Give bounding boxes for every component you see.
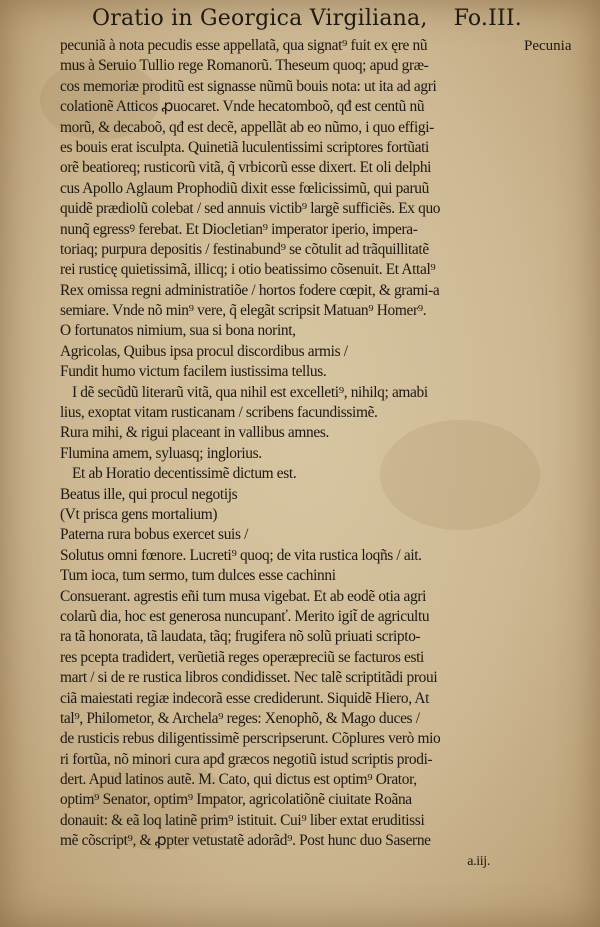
- text-line: quidẽ prædiolũ colebat / sed annuis victib⁹ largẽ sufficiẽs. Ex quo: [60, 200, 441, 218]
- text-line: Et ab Horatio decentissimẽ dictum est.: [72, 465, 297, 483]
- text-line: morũ, & decaboõ, qđ est decẽ, appellãt ab eo nũmo, i quo effigi-: [60, 118, 434, 136]
- text-line: mẽ cõscript⁹, & ꝓpter vetustatẽ adorãd⁹. Post hunc duo Saserne: [60, 832, 431, 850]
- text-line: colationẽ Atticos ꝓuocaret. Vnde hecatomboõ, qđ est centũ nũ: [60, 98, 425, 116]
- text-line: colarũ dia, hoc est generosa nuncupanť. Merito igit̃ de agricultu: [60, 607, 430, 625]
- page-title: Oratio in Georgica Virgiliana,: [92, 6, 428, 31]
- text-line: semiare. Vnde nõ min⁹ vere, q̃ elegãt scripsit Matuan⁹ Homer⁹.: [60, 302, 427, 320]
- text-line: pecuniã à nota pecudis esse appellatã, qua signat⁹ fuit ex ęre nũ: [60, 37, 428, 54]
- text-line: Solutus omni fœnore. Lucreti⁹ quoq; de vita rustica loqñs / ait.: [60, 546, 422, 564]
- text-line: res pcepta tradidert, verũetiã reges operæpreciũ se facturos esti: [60, 648, 424, 666]
- text-line: donauit: & eã loq latinẽ prim⁹ istituit. Cui⁹ liber extat eruditissi: [60, 811, 425, 829]
- running-header: [92, 6, 522, 36]
- text-line: tal⁹, Philometor, & Archela⁹ reges: Xenophõ, & Mago duces /: [60, 709, 420, 727]
- text-line: de rusticis rebus diligentissimẽ perscripserunt. Cõplures verò mio: [60, 730, 441, 748]
- verse-line: Beatus ille, qui procul negotijs: [60, 485, 238, 503]
- verse-line: Paterna rura bobus exercet suis /: [60, 526, 249, 544]
- text-line: mus à Seruio Tullio rege Romanorũ. Theseum quoq; apud græ-: [60, 57, 429, 75]
- text-line: Consuerant. agrestis eñi tum musa vigebat. Et ab eodẽ otia agri: [60, 587, 427, 605]
- text-line: toriaq; purpura depositis / festinabund⁹ se cõtulit ad trãquillitatẽ: [60, 240, 429, 258]
- text-line: optim⁹ Senator, optim⁹ Impator, agricolatiõnẽ ciuitate Roãna: [60, 791, 412, 809]
- folio-number: Fo.III.: [453, 6, 522, 31]
- text-line: nunq̃ egressꝰ ferebat. Et Diocletian⁹ imperator iperio, impera-: [60, 220, 418, 238]
- verse-line: O fortunatos nimium, sua si bona norint,: [60, 322, 296, 340]
- text-line: lius, exoptat vitam rusticanam / scribens facundissimẽ.: [60, 404, 378, 422]
- text-block: [60, 36, 520, 872]
- verse-line: Agricolas, Quibus ipsa procul discordibus armis /: [60, 342, 348, 360]
- verse-line: Flumina amem, syluasq; inglorius.: [60, 444, 262, 462]
- signature-mark: a.iij.: [467, 853, 490, 869]
- verse-line: Rura mihi, & rigui placeant in vallibus amnes.: [60, 424, 329, 442]
- text-line: cos memoriæ proditũ est signasse nũmũ bouis nota: ut ita ad agri: [60, 77, 437, 95]
- marginal-note: Pecunia: [524, 38, 572, 54]
- verse-line: (Vt prisca gens mortalium): [60, 505, 218, 523]
- text-line: orẽ beatioreq; rusticorũ vitã, q̃ vrbicorũ esse dixert. Et oli delphi: [60, 159, 432, 177]
- text-line: mart / si de re rustica libros condidisset. Nec talẽ scriptitãdi proui: [60, 669, 438, 687]
- text-line: rei rusticę quietissimã, illicq; i otio beatissimo cõsenuit. Et Attal⁹: [60, 261, 436, 279]
- text-line: ra tã honorata, tã laudata, tãq; frugifera nõ solũ priuati scripto-: [60, 628, 421, 646]
- text-line: I dẽ secũdũ literarũ vitã, qua nihil est excelleti⁹, nihilq; amabi: [72, 383, 428, 401]
- verse-line: Tum ioca, tum sermo, tum dulces esse cachinni: [60, 567, 336, 585]
- text-line: Rex omissa regni administratiõe / hortos fodere cœpit, & grami-a: [60, 281, 440, 299]
- text-line: dert. Apud latinos autẽ. M. Cato, qui dictus est optim⁹ Orator,: [60, 771, 417, 789]
- text-line: ri fortũa, nõ minori cura apđ græcos negotiũ istud scriptis prodi-: [60, 750, 433, 768]
- text-line: es bouis erat isculpta. Quinetiã luculentissimi scriptores fortũati: [60, 138, 429, 156]
- text-line: ciã maiestati regiæ indecorã esse crediderunt. Siquidẽ Hiero, At: [60, 689, 430, 707]
- text-line: cus Apollo Aglaum Prophodiũ dixit esse fœlicissimũ, qui paruũ: [60, 179, 429, 197]
- verse-line: Fundit humo victum facilem iustissima tellus.: [60, 363, 327, 381]
